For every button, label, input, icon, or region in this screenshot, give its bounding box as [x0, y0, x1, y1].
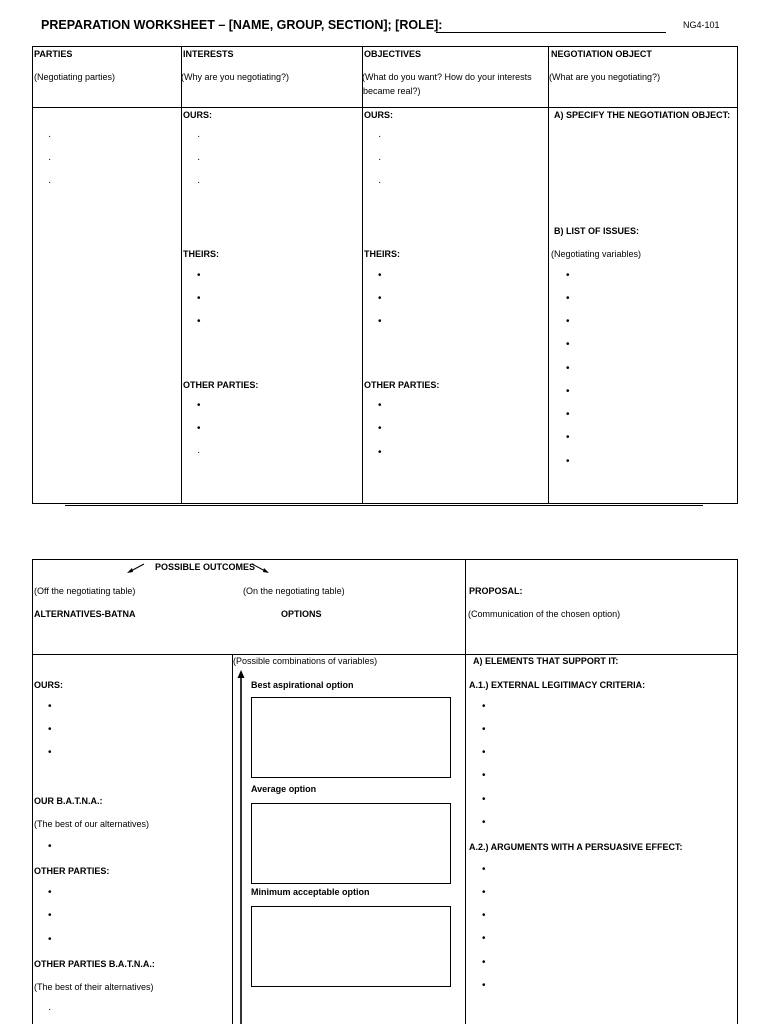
bullet: •: [566, 316, 570, 327]
col-heading-interests: INTERESTS: [183, 49, 234, 59]
bottom-table-top-border: [32, 559, 738, 560]
col-subtitle-negotiation-object: (What are you negotiating?): [549, 72, 661, 82]
bullet: •: [566, 270, 570, 281]
specify-object-label: A) SPECIFY THE NEGOTIATION OBJECT:: [554, 110, 731, 120]
bullet: •: [482, 933, 486, 944]
arrow-up-icon: [236, 670, 246, 1024]
best-option-label: Best aspirational option: [251, 680, 354, 690]
bullet: •: [197, 270, 201, 281]
bullet: ·: [378, 154, 382, 165]
bullet: •: [482, 864, 486, 875]
bullet: •: [48, 910, 52, 921]
options-heading: OPTIONS: [281, 609, 322, 619]
other-parties-batna-note: (The best of their alternatives): [34, 982, 154, 992]
other-parties-batna-label: OTHER PARTIES B.A.T.N.A.:: [34, 959, 155, 969]
proposal-note: (Communication of the chosen option): [468, 609, 621, 619]
objectives-other-parties-label: OTHER PARTIES:: [364, 380, 440, 390]
interests-ours-label: OURS:: [183, 110, 212, 120]
bullet: •: [378, 293, 382, 304]
bottom-table-right-border: [737, 559, 738, 1024]
interests-other-parties-label: OTHER PARTIES:: [183, 380, 259, 390]
bullet: •: [48, 841, 52, 852]
negotiating-variables-note: (Negotiating variables): [551, 249, 642, 259]
minimum-option-label: Minimum acceptable option: [251, 887, 370, 897]
arrow-right-down-icon: [250, 561, 270, 575]
bullet: •: [482, 770, 486, 781]
proposal-heading: PROPOSAL:: [469, 586, 523, 596]
objectives-theirs-label: THEIRS:: [364, 249, 400, 259]
column-divider: [548, 46, 549, 504]
on-table-note: (On the negotiating table): [243, 586, 345, 596]
bullet: •: [566, 456, 570, 467]
column-divider: [465, 559, 466, 1024]
bullet: •: [566, 293, 570, 304]
worksheet-code: NG4-101: [683, 20, 720, 30]
alternatives-ours-label: OURS:: [34, 680, 63, 690]
average-option-box[interactable]: [251, 803, 451, 884]
external-legitimacy-label: A.1.) EXTERNAL LEGITIMACY CRITERIA:: [469, 680, 646, 690]
bullet: •: [566, 386, 570, 397]
column-divider: [362, 46, 363, 504]
bullet: ·: [48, 177, 52, 188]
bullet: •: [378, 316, 382, 327]
bullet: •: [482, 724, 486, 735]
col-subtitle-parties: (Negotiating parties): [34, 72, 116, 82]
bullet: ·: [197, 447, 201, 458]
col-subtitle-interests: (Why are you negotiating?): [181, 72, 290, 82]
bullet: •: [197, 423, 201, 434]
minimum-option-box[interactable]: [251, 906, 451, 987]
best-option-box[interactable]: [251, 697, 451, 778]
bullet: •: [48, 887, 52, 898]
bullet: •: [566, 363, 570, 374]
col-heading-objectives: OBJECTIVES: [364, 49, 422, 59]
bullet: ·: [48, 1004, 52, 1015]
elements-support-label: A) ELEMENTS THAT SUPPORT IT:: [473, 656, 619, 666]
bullet: •: [482, 980, 486, 991]
col-subtitle-objectives: (What do you want? How do your interests: [362, 72, 532, 82]
average-option-label: Average option: [251, 784, 317, 794]
interests-theirs-label: THEIRS:: [183, 249, 219, 259]
bullet: •: [48, 724, 52, 735]
bullet: •: [378, 400, 382, 411]
bullet: ·: [197, 154, 201, 165]
possible-combinations-note: (Possible combinations of variables): [233, 656, 378, 666]
bullet: •: [197, 316, 201, 327]
bullet: •: [482, 817, 486, 828]
bullet: •: [48, 934, 52, 945]
worksheet-title: PREPARATION WORKSHEET – [NAME, GROUP, SECTION]; [ROLE]:: [41, 18, 443, 32]
bullet: •: [566, 409, 570, 420]
possible-outcomes-heading: POSSIBLE OUTCOMES: [155, 562, 256, 572]
column-divider: [181, 46, 182, 504]
top-table-header-divider: [32, 107, 738, 108]
our-batna-note: (The best of our alternatives): [34, 819, 150, 829]
col-heading-parties: PARTIES: [34, 49, 73, 59]
bullet: ·: [197, 131, 201, 142]
bottom-table-left-border: [32, 559, 33, 1024]
bullet: •: [566, 339, 570, 350]
bullet: •: [197, 293, 201, 304]
bullet: •: [482, 794, 486, 805]
off-table-note: (Off the negotiating table): [34, 586, 136, 596]
our-batna-label: OUR B.A.T.N.A.:: [34, 796, 103, 806]
col-subtitle-objectives-cont: became real?): [363, 86, 421, 96]
arguments-persuasive-label: A.2.) ARGUMENTS WITH A PERSUASIVE EFFECT:: [469, 842, 683, 852]
bullet: •: [48, 747, 52, 758]
section-separator: [65, 505, 703, 506]
bullet: ·: [48, 131, 52, 142]
col-heading-negotiation-object: NEGOTIATION OBJECT: [551, 49, 652, 59]
bullet: •: [378, 447, 382, 458]
alternatives-batna-heading: ALTERNATIVES-BATNA: [34, 609, 136, 619]
bottom-table-header-divider: [32, 654, 738, 655]
bullet: •: [197, 400, 201, 411]
objectives-ours-label: OURS:: [364, 110, 393, 120]
bullet: ·: [197, 177, 201, 188]
role-underline: [436, 32, 666, 33]
bullet: ·: [48, 154, 52, 165]
bullet: •: [482, 701, 486, 712]
column-divider: [232, 654, 233, 1024]
bullet: •: [378, 270, 382, 281]
arrow-left-down-icon: [126, 561, 146, 575]
bullet: •: [482, 747, 486, 758]
bullet: •: [482, 910, 486, 921]
alternatives-other-parties-label: OTHER PARTIES:: [34, 866, 110, 876]
bullet: •: [482, 887, 486, 898]
bullet: ·: [378, 131, 382, 142]
bullet: •: [566, 432, 570, 443]
bullet: •: [482, 957, 486, 968]
bullet: •: [378, 423, 382, 434]
list-of-issues-label: B) LIST OF ISSUES:: [554, 226, 640, 236]
bullet: ·: [378, 177, 382, 188]
bullet: •: [48, 701, 52, 712]
